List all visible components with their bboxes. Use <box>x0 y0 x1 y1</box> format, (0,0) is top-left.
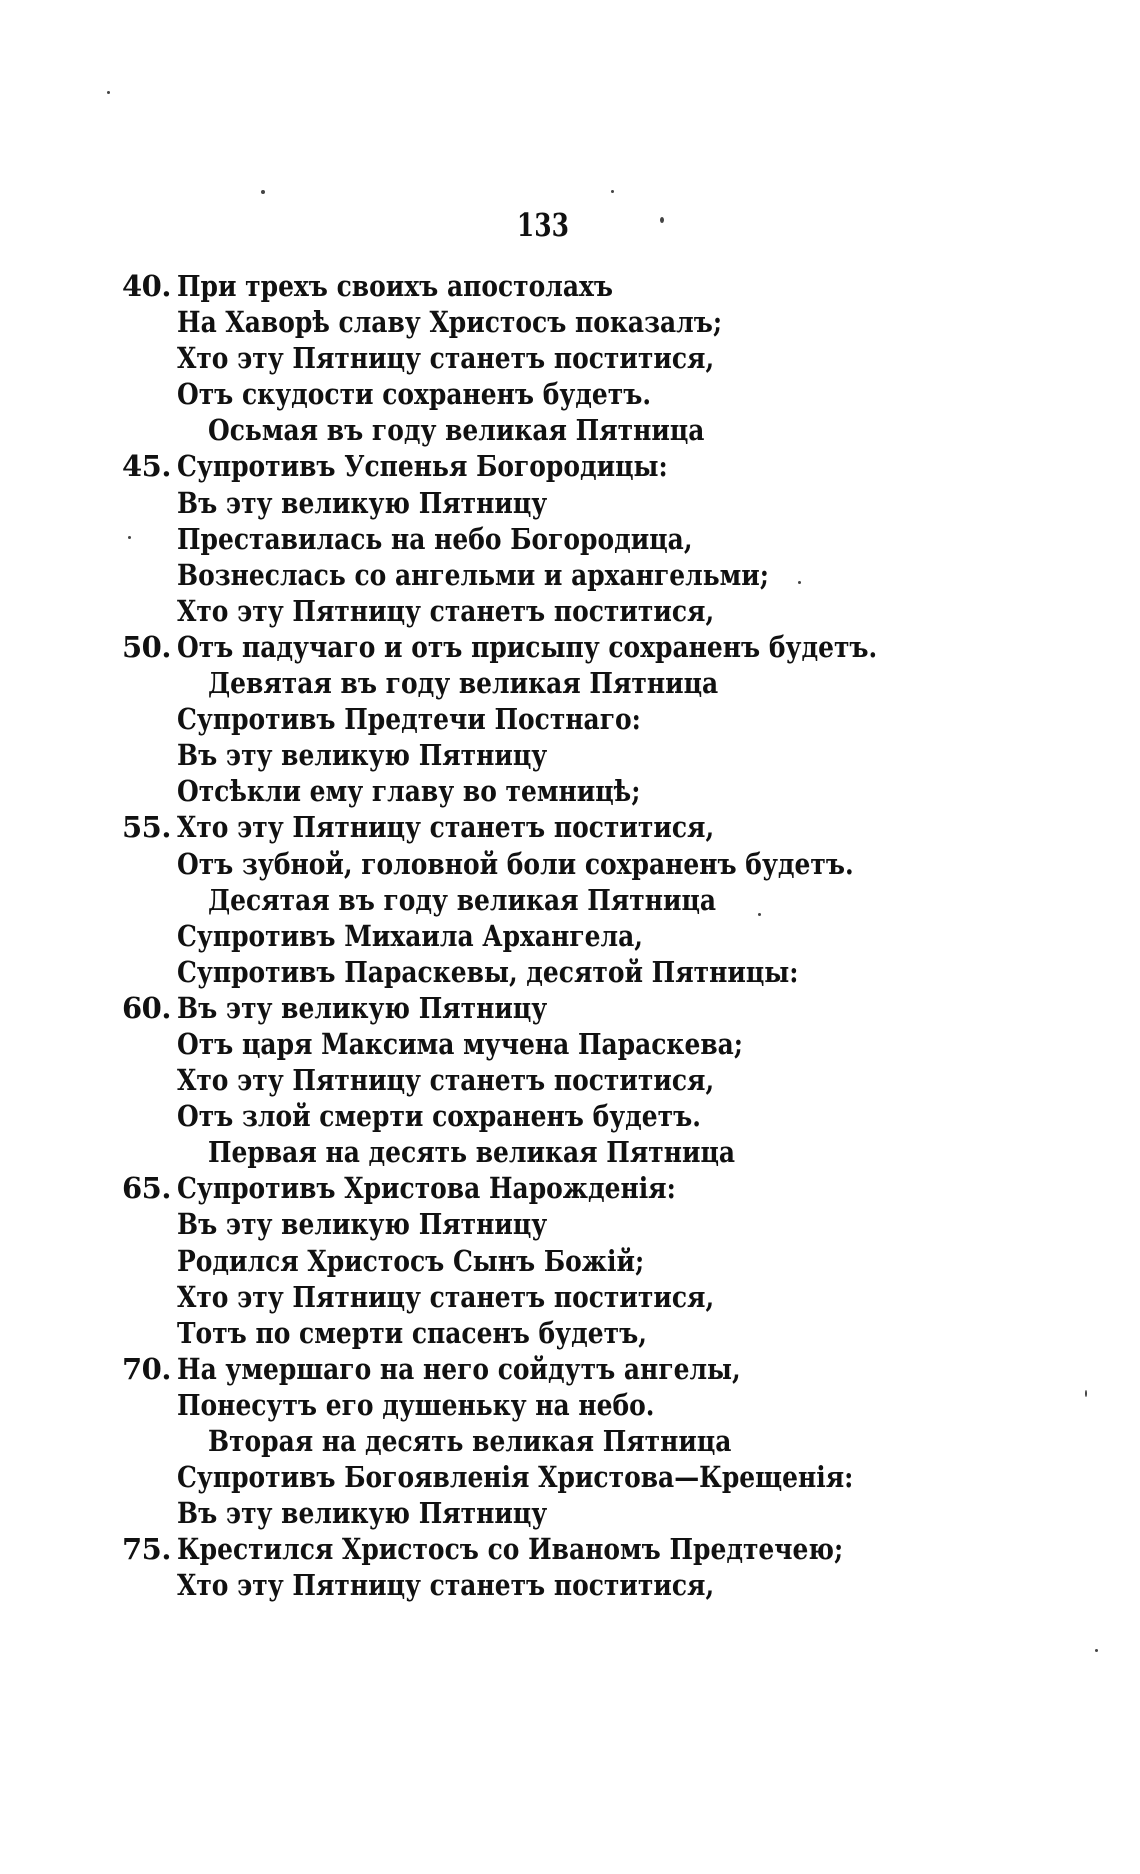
verse-line <box>122 629 1022 665</box>
verse-line <box>122 1315 1022 1351</box>
verse-line <box>122 1206 1022 1242</box>
line-text: Хто эту Пятницу станетъ поститися, <box>177 1568 715 1603</box>
line-number: 65. <box>122 1171 171 1206</box>
verse-line <box>122 846 1022 882</box>
page-number: 133 <box>516 206 569 244</box>
line-text: На Хаворѣ славу Христосъ показалъ; <box>177 305 723 340</box>
line-text: Супротивъ Параскевы, десятой Пятницы: <box>177 954 799 989</box>
verse-line <box>122 485 1022 521</box>
verse-line <box>122 1279 1022 1315</box>
verse-line <box>122 1170 1022 1206</box>
print-speck <box>128 536 131 539</box>
section-heading-line <box>122 1423 1022 1459</box>
line-text: Первая на десять великая Пятница <box>208 1135 736 1170</box>
print-speck <box>107 91 110 94</box>
line-text: Хто эту Пятницу станетъ поститися, <box>177 593 715 628</box>
line-text: Супротивъ Успенья Богородицы: <box>177 449 668 484</box>
line-text: Десятая въ году великая Пятница <box>208 882 717 917</box>
verse-line <box>122 737 1022 773</box>
line-text: Хто эту Пятницу станетъ поститися, <box>177 341 715 376</box>
print-speck <box>261 190 265 194</box>
verse-line <box>122 376 1022 412</box>
verse-line <box>122 1531 1022 1567</box>
line-text: Крестился Христосъ со Иваномъ Предтечею; <box>177 1532 844 1567</box>
line-text: Супротивъ Предтечи Постнаго: <box>177 702 641 737</box>
verse-line <box>122 1567 1022 1603</box>
verse-line <box>122 1243 1022 1279</box>
section-heading-line <box>122 412 1022 448</box>
section-heading-line <box>122 1134 1022 1170</box>
line-number: 75. <box>122 1532 171 1567</box>
verse-line <box>122 1098 1022 1134</box>
line-text: Отсѣкли ему главу во темницѣ; <box>177 774 641 809</box>
verse-line <box>122 918 1022 954</box>
section-heading-line <box>122 882 1022 918</box>
line-number: 50. <box>122 629 171 664</box>
verse-line <box>122 340 1022 376</box>
verse-line <box>122 990 1022 1026</box>
line-text: При трехъ своихъ апостолахъ <box>177 269 614 303</box>
line-text: Отъ скудости сохраненъ будетъ. <box>177 377 652 412</box>
line-text: Тотъ по смерти спасенъ будетъ, <box>177 1315 647 1350</box>
line-text: Супротивъ Богоявленія Христова—Крещенія: <box>177 1460 854 1495</box>
verse-block <box>122 268 1022 1603</box>
print-speck <box>1095 1649 1098 1652</box>
line-text: Въ эту великую Пятницу <box>177 485 548 520</box>
verse-line <box>122 268 1022 304</box>
print-speck <box>660 217 664 223</box>
line-text: Преставилась на небо Богородица, <box>177 521 693 556</box>
verse-line <box>122 1026 1022 1062</box>
verse-line <box>122 701 1022 737</box>
line-text: Хто эту Пятницу станетъ поститися, <box>177 1279 715 1314</box>
verse-line <box>122 809 1022 845</box>
print-speck <box>798 581 801 584</box>
verse-line <box>122 1495 1022 1531</box>
verse-line <box>122 1062 1022 1098</box>
line-number: 45. <box>122 449 171 484</box>
line-text: Хто эту Пятницу станетъ поститися, <box>177 1063 715 1098</box>
line-text: Девятая въ году великая Пятница <box>208 666 719 701</box>
verse-line <box>122 521 1022 557</box>
verse-line <box>122 773 1022 809</box>
line-text: Отъ царя Максима мучена Параскева; <box>177 1026 744 1061</box>
line-text: Вторая на десять великая Пятница <box>208 1424 732 1458</box>
line-text: На умершаго на него сойдутъ ангелы, <box>177 1351 741 1386</box>
line-number: 40. <box>122 269 171 303</box>
section-heading-line <box>122 665 1022 701</box>
line-text: Отъ зубной, головной боли сохраненъ будетъ. <box>177 846 854 881</box>
verse-line <box>122 954 1022 990</box>
line-text: Родился Христосъ Сынъ Божій; <box>177 1243 645 1278</box>
print-speck <box>611 190 614 193</box>
verse-line <box>122 304 1022 340</box>
line-text: Супротивъ Михаила Архангела, <box>177 918 643 953</box>
line-text: Осьмая въ году великая Пятница <box>208 413 705 448</box>
verse-line <box>122 1387 1022 1423</box>
line-text: Супротивъ Христова Нарожденія: <box>177 1171 676 1206</box>
line-text: Въ эту великую Пятницу <box>177 1496 548 1531</box>
line-number: 55. <box>122 810 171 845</box>
verse-line <box>122 593 1022 629</box>
verse-line <box>122 1459 1022 1495</box>
line-text: Понесутъ его душеньку на небо. <box>177 1387 655 1422</box>
print-speck <box>1085 1390 1087 1397</box>
verse-line <box>122 448 1022 484</box>
verse-line <box>122 1351 1022 1387</box>
line-text: Отъ злой смерти сохраненъ будетъ. <box>177 1099 701 1134</box>
line-text: Хто эту Пятницу станетъ поститися, <box>177 810 715 845</box>
line-text: Въ эту великую Пятницу <box>177 990 548 1025</box>
line-text: Въ эту великую Пятницу <box>177 1207 548 1242</box>
verse-line <box>122 557 1022 593</box>
print-speck <box>758 913 761 916</box>
line-number: 70. <box>122 1351 171 1386</box>
line-number: 60. <box>122 990 171 1025</box>
line-text: Въ эту великую Пятницу <box>177 738 548 773</box>
line-text: Вознеслась со ангельми и архангельми; <box>177 557 770 592</box>
line-text: Отъ падучаго и отъ присыпу сохраненъ будетъ. <box>177 629 878 664</box>
